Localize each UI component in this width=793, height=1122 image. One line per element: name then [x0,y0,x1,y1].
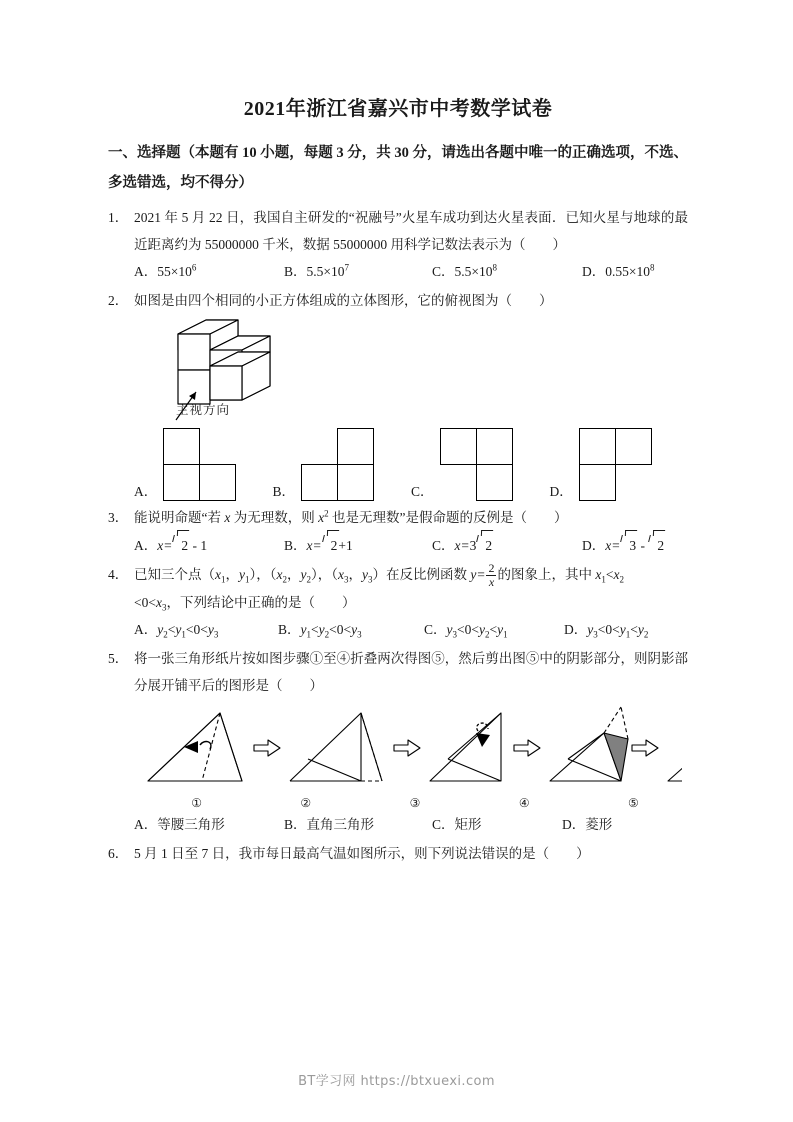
option-b[interactable] [278,616,424,643]
grid-cell [579,428,616,465]
question-3-text-pre: 能说明命题“若 [134,510,225,526]
option-a-text: 等腰三角形 [157,817,225,833]
grid-cell [476,428,513,465]
option-b-label: B． [284,817,307,833]
option-a-tail: - 1 [189,538,208,554]
question-4 [108,561,688,643]
multiplication-sign: × [170,264,179,280]
option-b-text: 直角三角形 [306,817,375,833]
option-b-base: 10 [331,264,345,280]
fraction-numerator: 2 [488,561,495,576]
option-c-label: C． [432,264,455,280]
step-label-3: ③ [409,796,421,811]
radicand: 2 [330,538,338,554]
question-3-stem [108,504,688,531]
option-b-label: B． [284,264,307,280]
multiplication-sign: × [628,264,637,280]
variable-x: x [224,510,231,526]
subscript: 3 [161,603,167,614]
page-title: 2021年浙江省嘉兴市中考数学试卷 [243,98,553,120]
question-5-text: 将一张三角形纸片按如图步骤①至④折叠两次得图⑤，然后剪出图⑤中的阴影部分，则阴影部分展开铺平后的图形是（ ） [134,651,688,694]
option-b-tail: +1 [338,538,353,554]
option-d[interactable] [582,258,655,285]
fraction [486,562,496,588]
variable-y2: y [300,567,307,583]
option-b-grid [301,428,375,502]
option-a-label: A． [134,484,158,500]
option-c-label: C． [411,484,434,500]
question-4-stem: 4． 已知三个点（$x_1$，$y_1$），（$x_2$，$y_2$），（$x_3$，$y_3$）在反比例函数 y= $\frac{2}{x}$ 的图象上，其中 $x_1<x_2$ [108,561,624,589]
option-d-label: D． [562,817,586,833]
square-root-icon [648,531,665,559]
question-5-number: 5． [108,651,129,667]
grid-cell [615,428,652,465]
question-4-text-mid: ）在反比例函数 [372,567,471,583]
option-d-inequality: $y_3<0<y_1<y_2$ [587,622,649,641]
question-2-stem [108,287,688,314]
subscript: 1 [221,575,226,586]
equation-lhs: x= [306,538,322,554]
option-c-exponent: 8 [492,262,498,273]
option-d-label: D． [549,484,573,500]
exponent: 2 [324,508,329,519]
subscript: 1 [245,575,250,586]
square-root-icon [322,531,339,559]
question-1 [108,204,688,285]
variable-x: x [318,510,325,526]
option-b-inequality: $y_1<y_2<0<y_3$ [300,622,362,641]
option-d[interactable] [582,531,665,559]
option-a-label: A． [134,538,158,554]
option-b-label: B． [278,622,301,638]
fraction-denominator: x [486,575,496,589]
grid-cell [337,428,374,465]
option-a-mantissa: 55 [157,264,171,280]
question-6-text: 5 月 1 日至 7 日，我市每日最高气温如图所示，则下列说法错误的是（ ） [134,846,590,862]
question-4-options [108,616,688,643]
grid-cell [440,428,477,465]
step-label-5: ⑤ [628,796,639,811]
option-b[interactable] [284,258,432,285]
grid-cell [337,464,374,501]
question-2 [108,287,688,502]
option-a[interactable] [134,616,278,643]
minus-sign: - [637,538,649,554]
option-a[interactable] [134,428,273,502]
radicand: 2 [657,538,665,554]
variable-y1: y [239,567,245,583]
option-d-label: D． [564,622,588,638]
option-d-mantissa: 0.55 [605,264,629,280]
option-c[interactable] [411,428,550,502]
question-6 [108,840,688,867]
variable-x3: x [155,595,162,611]
question-4-number: 4． [108,567,129,583]
variable-x2: x [613,567,620,583]
step-label-4: ④ [518,796,530,811]
option-b-mantissa: 5.5 [306,264,324,280]
equation-lhs: x= [157,538,173,554]
option-c-label: C． [424,622,447,638]
option-a-label: A． [134,622,158,638]
option-c-text: 矩形 [454,817,482,833]
question-5-options [108,811,688,838]
option-a-label: A． [134,264,158,280]
question-1-number: 1． [108,210,129,226]
option-b-label: B． [284,538,307,554]
option-a[interactable] [134,531,284,559]
grid-cell [163,428,200,465]
option-c-mantissa: 5.5 [454,264,472,280]
option-b[interactable] [284,531,432,559]
page-content [108,92,688,869]
radicand: 2 [181,538,189,554]
question-4-stem-line2 [108,589,688,616]
square-root-icon [620,531,637,559]
subscript: 2 [619,575,624,586]
subscript: 2 [306,575,311,586]
step-label-2: ② [300,796,312,811]
option-b[interactable] [273,428,412,502]
multiplication-sign: × [323,264,332,280]
grid-cell [301,464,338,501]
option-c-inequality: $y_3<0<y_2<y_1$ [446,622,508,641]
option-c-label: C． [432,538,455,554]
option-d-grid [579,428,653,502]
square-root-icon [476,531,493,559]
option-c-base: 10 [479,264,493,280]
variable-x2: x [276,567,283,583]
grid-cell [163,464,200,501]
option-a[interactable] [134,258,284,285]
radicand: 3 [629,538,637,554]
option-b-label: B． [272,484,296,500]
option-a-base: 10 [178,264,192,280]
paper-folding-figure [108,703,688,800]
paper-folding-svg [142,703,682,795]
equation-lhs: x= [454,538,470,554]
question-4-text-post: 的图象上，其中 [497,567,596,583]
option-c[interactable] [432,258,582,285]
footer-watermark: BT学习网 https://btxuexi.com [298,1074,495,1089]
question-4-text-pre: 已知三个点（ [134,567,215,583]
radicand: 2 [485,538,493,554]
coefficient: 3 [469,538,477,554]
subscript: 2 [282,575,287,586]
question-1-text: 2021 年 5 月 22 日，我国自主研发的“祝融号”火星车成功到达火星表面．已知火星与地球的最近距离约为 55000000 千米，数据 55000000 用科学记数法表示为（ ） [134,210,688,253]
variable-y3: y [362,567,368,583]
view-direction-label: 主视方向 [176,403,231,418]
fold-step-labels [108,796,688,811]
grid-cell [476,464,513,501]
question-5 [108,645,688,838]
grid-cell [579,464,616,501]
variable-x1: x [595,567,602,583]
question-3-text-mid: 为无理数，则 [230,510,319,526]
question-5-stem [108,645,688,699]
subscript: 3 [344,575,349,586]
step-label-1: ① [191,796,202,811]
equation-lhs: x= [605,538,621,554]
option-d[interactable] [550,428,689,502]
variable-x1: x [215,567,221,583]
square-root-icon [172,531,189,559]
inequality-text: <0< [134,595,156,611]
grid-cell [199,464,236,501]
option-b-exponent: 7 [344,262,350,273]
option-c[interactable] [424,616,564,643]
less-than-sign: < [605,567,614,583]
question-2-text: 如图是由四个相同的小正方体组成的立体图形，它的俯视图为（ ） [134,293,553,309]
question-1-stem [108,204,688,258]
option-c-label: C． [432,817,455,833]
subscript: 3 [368,575,373,586]
question-1-options [108,258,688,285]
option-c[interactable] [432,811,562,838]
option-a-grid [163,428,237,502]
function-lhs: y= [470,567,486,583]
option-a[interactable] [134,811,284,838]
option-b[interactable] [284,811,432,838]
question-3-text-post: 也是无理数”是假命题的反例是（ ） [328,510,568,526]
option-c-grid [440,428,514,502]
option-d[interactable] [562,811,612,838]
option-d-exponent: 8 [650,262,655,273]
question-2-options [108,428,688,502]
option-d-base: 10 [636,264,650,280]
subscript: 1 [601,575,606,586]
question-3 [108,504,688,559]
question-3-number: 3． [108,510,129,526]
option-d[interactable] [564,616,648,643]
section-heading: 一、选择题（本题有 10 小题，每题 3 分，共 30 分，请选出各题中唯一的正确选项，不选、多选错选，均不得分） [108,145,688,191]
question-4-text-end: ，下列结论中正确的是（ ） [166,595,356,611]
option-a-label: A． [134,817,158,833]
option-d-text: 菱形 [585,817,613,833]
question-6-number: 6． [108,846,129,862]
option-a-inequality: $y_2<y_1<0<y_3$ [157,622,219,641]
option-d-label: D． [582,264,606,280]
question-3-options [108,531,688,559]
question-6-stem [108,840,688,867]
option-d-label: D． [582,538,606,554]
question-2-number: 2． [108,293,129,309]
option-a-exponent: 6 [191,262,197,273]
variable-x3: x [338,567,344,583]
option-c[interactable] [432,531,582,559]
multiplication-sign: × [471,264,480,280]
cube-solid-figure [168,314,398,426]
